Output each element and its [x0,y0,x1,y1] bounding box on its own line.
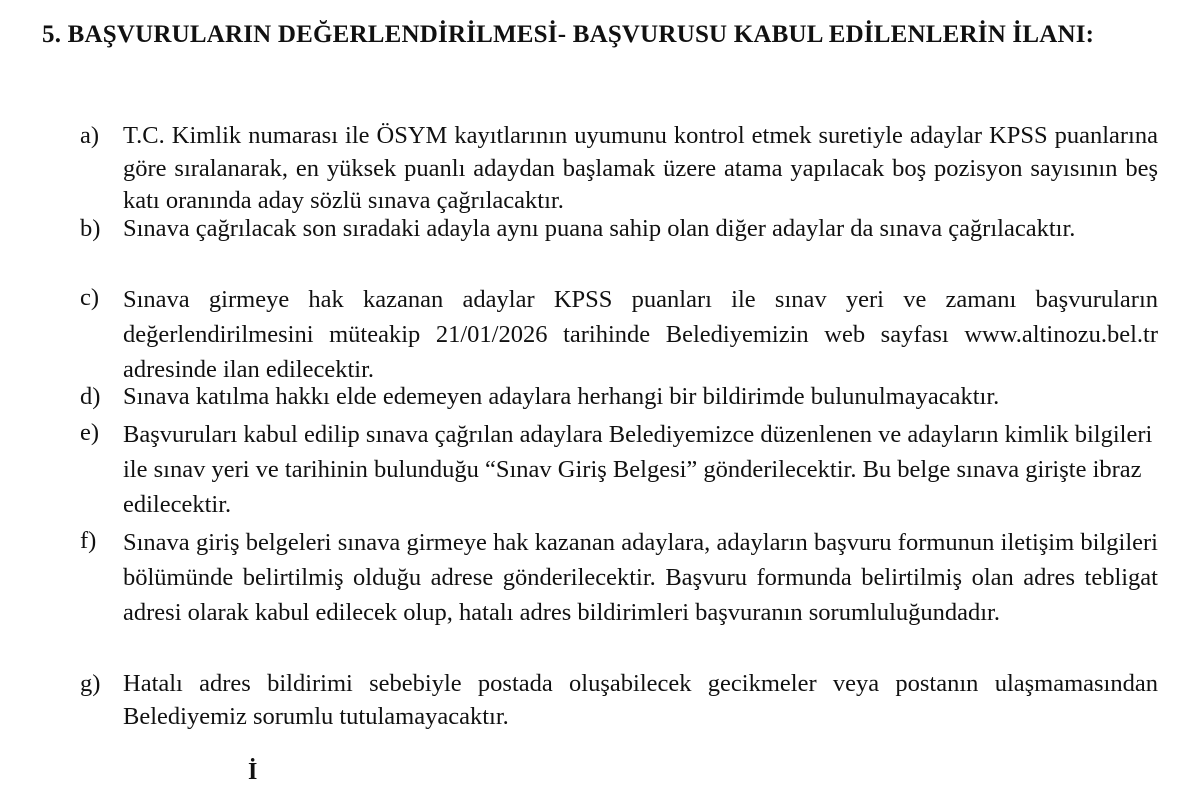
list-marker-d: d) [80,383,101,410]
list-item-d [80,381,1158,414]
list-text-f: Sınava giriş belgeleri sınava girmeye hak kazanan adaylara, adayların başvuru formunun iletişim bilgileri bölümünde belirtilmiş olduğu adrese gönderilecektir. Başvuru formunda belirtilmiş olan adres tebligat adresi olarak kabul edilecek olup, hatalı adres bildirimleri başvuranın sorumluluğundadır. [123,529,1158,626]
section-heading: 5. BAŞVURULARIN DEĞERLENDİRİLMESİ- BAŞVURUSU KABUL EDİLENLERİN İLANI: [42,21,1095,48]
list-text-a: T.C. Kimlik numarası ile ÖSYM kayıtlarının uyumunu kontrol etmek suretiyle adaylar KPSS puanlarına göre sıralanarak, en yüksek puanlı adaydan başlamak üzere atama yapılacak boş pozisyon sayısının beş katı oranında aday sözlü sınava çağrılacaktır. [123,122,1158,214]
list-item-c [80,282,1158,387]
list-text-b: Sınava çağrılacak son sıradaki adayla aynı puana sahip olan diğer adaylar da sınava çağrılacaktır. [123,215,1076,242]
list-item-e [80,417,1158,522]
list-marker-g: g) [80,670,101,697]
list-text-d: Sınava katılma hakkı elde edemeyen adaylara herhangi bir bildirimde bulunulmayacaktır. [123,383,1000,410]
list-text-c: Sınava girmeye hak kazanan adaylar KPSS puanları ile sınav yeri ve zamanı başvuruların değerlendirilmesini müteakip 21/01/2026 tarihinde Belediyemizin web sayfası www.altinozu.bel.tr adresinde ilan edilecektir. [123,286,1158,383]
list-item-a [80,120,1158,218]
list-marker-a: a) [80,122,100,149]
next-heading-fragment: İ [248,759,258,785]
list-text-g: Hatalı adres bildirimi sebebiyle postada oluşabilecek gecikmeler veya postanın ulaşmamasından Belediyemiz sorumlu tutulamayacaktır. [123,670,1158,730]
list-item-b [80,213,1158,246]
list-marker-e: e) [80,419,100,446]
list-text-e: Başvuruları kabul edilip sınava çağrılan adaylara Belediyemizce düzenlenen ve adayların kimlik bilgileri ile sınav yeri ve tarihinin bulunduğu “Sınav Giriş Belgesi” gönderilecektir. Bu belge sınava girişte ibraz edilecektir. [123,421,1153,518]
list-marker-f: f) [80,527,97,554]
list-marker-b: b) [80,215,101,242]
list-item-f [80,525,1158,630]
list-marker-c: c) [80,284,100,311]
list-item-g [80,668,1158,733]
